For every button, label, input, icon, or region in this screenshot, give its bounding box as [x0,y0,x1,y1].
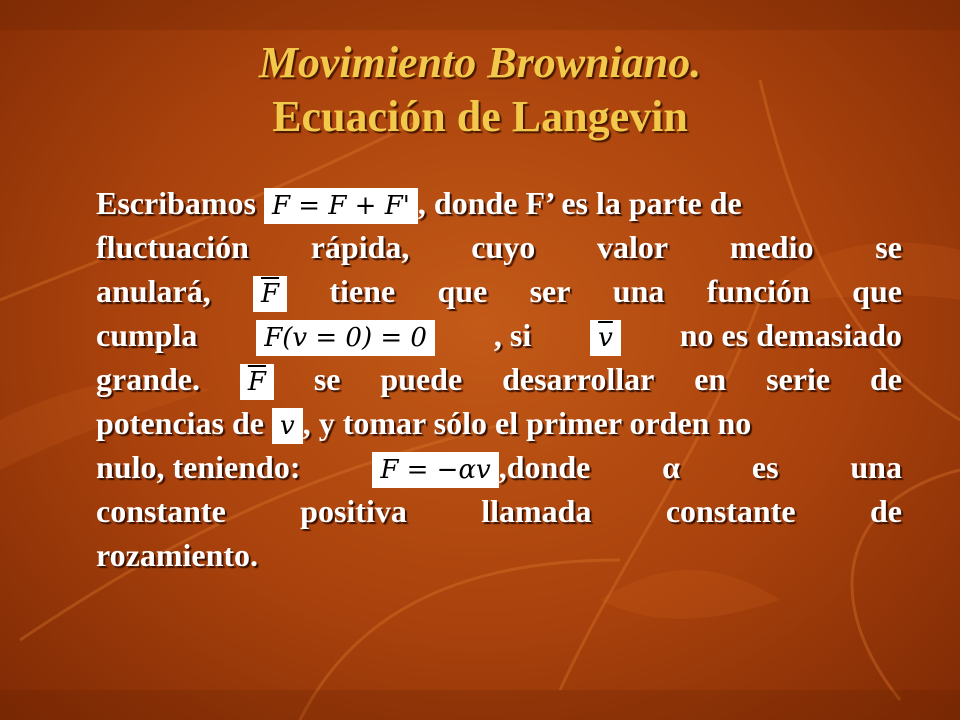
word: constante [96,493,226,529]
equation-mean-F: $\overline{F}$ [253,276,287,312]
word: una [612,273,665,309]
word: de [869,493,902,529]
word: fluctuación [96,229,249,265]
word: desarrollar [502,361,655,397]
body-paragraph [96,181,902,577]
word: que [437,273,488,309]
paragraph-line-3 [96,269,902,313]
paragraph-line-6 [96,401,902,445]
equation-velocity: v [272,408,303,444]
text-segment: nulo, teniendo: [96,449,301,485]
equation-friction-law: F = −αv [372,452,498,488]
text-segment: Escribamos [96,185,256,221]
equation-condition: F(v = 0) = 0 [256,320,435,356]
title-line-1: Movimiento Browniano. [258,38,702,87]
word: positiva [300,493,407,529]
slide-title [0,36,960,144]
word: anulará, [96,273,211,309]
paragraph-line-9 [96,533,902,577]
equation-mean-F: $\overline{F}$ [240,364,274,400]
word: cumpla [96,317,198,353]
paragraph-line-7: nulo, teniendo: F = −αv ,donde α es una [96,445,902,489]
word: llamada [481,493,592,529]
word: cuyo [471,229,536,265]
word: rozamiento. [96,537,259,573]
word: puede [380,361,463,397]
word: valor [597,229,669,265]
title-line-2: Ecuación de Langevin [272,92,688,141]
word: rápida, [310,229,410,265]
text-segment: , y tomar sólo el primer orden no [302,405,752,441]
paragraph-line-5 [96,357,902,401]
word: se [875,229,902,265]
word: de [869,361,902,397]
word: medio [729,229,814,265]
equation-mean-velocity: $\overline{v}$ [590,320,621,356]
word: función [706,273,810,309]
word: ser [529,273,571,309]
word: una [850,449,902,485]
word: que [852,273,902,309]
paragraph-line-1 [96,181,902,225]
equation-mean-force: F = F + F' [264,188,418,224]
word: se [313,361,341,397]
paragraph-line-2 [96,225,902,269]
word: tiene [329,273,396,309]
word: constante [665,493,796,529]
word: donde [506,449,591,485]
word: , si [493,317,532,353]
text-segment: , donde F’ es la parte de [417,185,742,221]
word: en [694,361,727,397]
paragraph-line-8 [96,489,902,533]
word: grande. [96,361,200,397]
text-segment: potencias de [96,405,264,441]
paragraph-line-4 [96,313,902,357]
word: α [662,449,681,485]
word: es [751,449,779,485]
text-segment: no es demasiado [679,317,902,353]
word: serie [766,361,831,397]
